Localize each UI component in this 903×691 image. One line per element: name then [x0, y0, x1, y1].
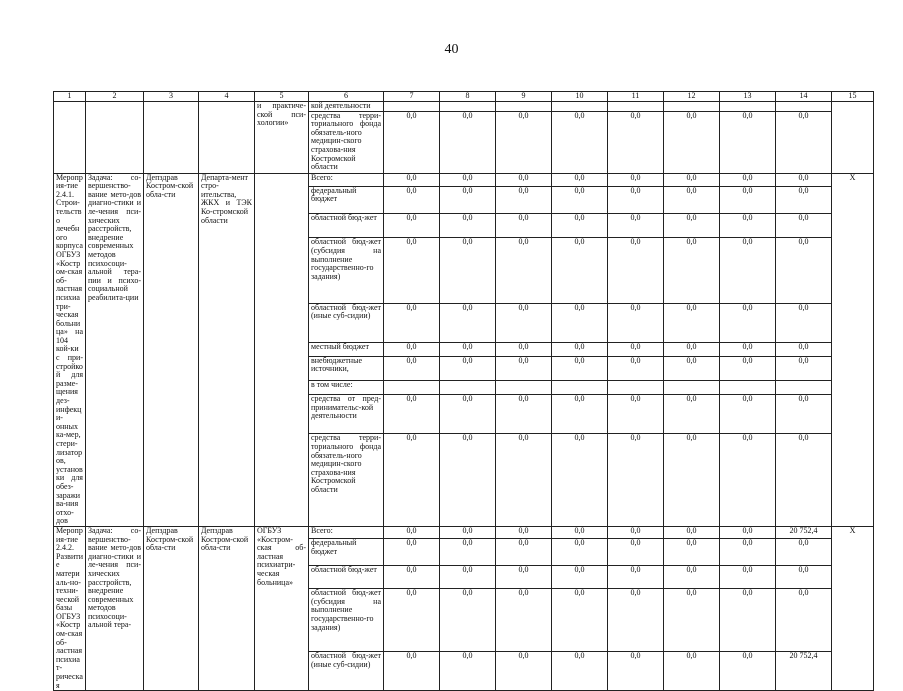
- value-cell-col-7: 0,0: [384, 651, 440, 690]
- funding-source-label: областной бюд-жет (субсидия на выполнение государственно-го задания): [309, 238, 384, 303]
- funding-source-label: средства от пред-принимательс-кой деятельности: [309, 394, 384, 433]
- funding-source-label: областной бюд-жет (иные суб-сидии): [309, 651, 384, 690]
- value-cell-col-10: 0,0: [552, 186, 608, 213]
- value-cell-col-8: 0,0: [440, 343, 496, 357]
- value-cell-col-12: 0,0: [664, 111, 720, 173]
- header-col-3: 3: [144, 92, 199, 102]
- value-cell-col-9: 0,0: [496, 238, 552, 303]
- value-cell-col-7: 0,0: [384, 589, 440, 652]
- value-cell-col-12: 0,0: [664, 238, 720, 303]
- value-cell-col-11: [608, 381, 664, 395]
- value-cell-col-8: [440, 102, 496, 112]
- value-cell-col-9: 0,0: [496, 565, 552, 589]
- value-cell-col-10: 0,0: [552, 213, 608, 237]
- value-cell-col-9: 0,0: [496, 343, 552, 357]
- value-cell-col-14: 0,0: [776, 565, 832, 589]
- value-cell-col-10: 0,0: [552, 589, 608, 652]
- value-cell-col-14: 20 752,4: [776, 526, 832, 539]
- value-cell-col-8: 0,0: [440, 303, 496, 342]
- value-cell-col-10: 0,0: [552, 651, 608, 690]
- value-cell-col-8: 0,0: [440, 213, 496, 237]
- value-cell-col-13: 0,0: [720, 238, 776, 303]
- s0-col15: [832, 102, 874, 174]
- funding-source-label: средства терри-ториального фонда обязатель-ного медицин-ского страхова-ния Костромской области: [309, 111, 384, 173]
- funding-source-label: кой деятельности: [309, 102, 384, 112]
- value-cell-col-13: 0,0: [720, 589, 776, 652]
- value-cell-col-9: 0,0: [496, 589, 552, 652]
- funding-source-label: областной бюд-жет (субсидия на выполнение государственно-го задания): [309, 589, 384, 652]
- value-cell-col-14: 0,0: [776, 213, 832, 237]
- value-cell-col-9: 0,0: [496, 539, 552, 565]
- value-cell-col-14: 20 752,4: [776, 651, 832, 690]
- value-cell-col-14: 0,0: [776, 394, 832, 433]
- value-cell-col-8: 0,0: [440, 651, 496, 690]
- s1-col1: Мероприя-тие 2.4.1. Строи-тельство лечебного корпуса ОГБУЗ «Костром-ская об-ластная психиатри-ческая больница» на 104 кой-ки с при-стройкой для разме-щения дез-инфекци-онных ка-мер, стери-лизаторов, установки для обез-заражива-ния отхо-дов: [54, 173, 86, 526]
- value-cell-col-11: 0,0: [608, 394, 664, 433]
- value-cell-col-8: 0,0: [440, 539, 496, 565]
- value-cell-col-7: [384, 102, 440, 112]
- value-cell-col-9: 0,0: [496, 526, 552, 539]
- value-cell-col-9: 0,0: [496, 186, 552, 213]
- value-cell-col-13: 0,0: [720, 303, 776, 342]
- value-cell-col-8: 0,0: [440, 589, 496, 652]
- value-cell-col-11: [608, 102, 664, 112]
- value-cell-col-11: 0,0: [608, 526, 664, 539]
- value-cell-col-13: 0,0: [720, 539, 776, 565]
- value-cell-col-13: 0,0: [720, 565, 776, 589]
- s1-col5: [255, 173, 309, 526]
- value-cell-col-12: 0,0: [664, 213, 720, 237]
- value-cell-col-7: 0,0: [384, 111, 440, 173]
- value-cell-col-12: [664, 102, 720, 112]
- value-cell-col-12: 0,0: [664, 539, 720, 565]
- s2-col1: Мероприя-тие 2.4.2. Развитие материаль-но-техни-ческой базы ОГБУЗ «Костром-ская об-ластная психиат-рическая: [54, 526, 86, 690]
- value-cell-col-14: 0,0: [776, 238, 832, 303]
- header-col-12: 12: [664, 92, 720, 102]
- s0-col4: [199, 102, 255, 174]
- value-cell-col-7: 0,0: [384, 526, 440, 539]
- header-col-15: 15: [832, 92, 874, 102]
- funding-source-label: областной бюд-жет: [309, 213, 384, 237]
- value-cell-col-7: 0,0: [384, 565, 440, 589]
- value-cell-col-10: [552, 102, 608, 112]
- value-cell-col-8: 0,0: [440, 434, 496, 527]
- value-cell-col-8: 0,0: [440, 565, 496, 589]
- value-cell-col-8: 0,0: [440, 238, 496, 303]
- s0-row: [54, 102, 874, 112]
- header-col-9: 9: [496, 92, 552, 102]
- value-cell-col-9: 0,0: [496, 213, 552, 237]
- value-cell-col-7: 0,0: [384, 186, 440, 213]
- value-cell-col-9: 0,0: [496, 651, 552, 690]
- value-cell-col-12: 0,0: [664, 526, 720, 539]
- funding-source-label: федеральный бюджет: [309, 539, 384, 565]
- funding-source-label: федеральный бюджет: [309, 186, 384, 213]
- header-col-5: 5: [255, 92, 309, 102]
- value-cell-col-10: 0,0: [552, 111, 608, 173]
- value-cell-col-9: 0,0: [496, 394, 552, 433]
- value-cell-col-11: 0,0: [608, 539, 664, 565]
- value-cell-col-7: 0,0: [384, 238, 440, 303]
- value-cell-col-7: 0,0: [384, 173, 440, 186]
- value-cell-col-10: 0,0: [552, 526, 608, 539]
- value-cell-col-11: 0,0: [608, 565, 664, 589]
- value-cell-col-7: 0,0: [384, 394, 440, 433]
- s1-col4: Департа-мент стро-ительства, ЖКХ и ТЭК Ко-стромской области: [199, 173, 255, 526]
- value-cell-col-12: 0,0: [664, 394, 720, 433]
- s0-col3: [144, 102, 199, 174]
- value-cell-col-14: 0,0: [776, 589, 832, 652]
- value-cell-col-10: 0,0: [552, 565, 608, 589]
- value-cell-col-13: [720, 102, 776, 112]
- value-cell-col-14: 0,0: [776, 111, 832, 173]
- value-cell-col-10: 0,0: [552, 343, 608, 357]
- s0-col2: [86, 102, 144, 174]
- value-cell-col-8: 0,0: [440, 173, 496, 186]
- header-col-1: 1: [54, 92, 86, 102]
- value-cell-col-14: 0,0: [776, 539, 832, 565]
- value-cell-col-14: 0,0: [776, 356, 832, 381]
- funding-source-label: областной бюд-жет: [309, 565, 384, 589]
- value-cell-col-14: 0,0: [776, 173, 832, 186]
- funding-source-label: Всего:: [309, 526, 384, 539]
- value-cell-col-12: 0,0: [664, 434, 720, 527]
- s0-col5: и практиче-ской пси-хологии»: [255, 102, 309, 174]
- header-col-14: 14: [776, 92, 832, 102]
- value-cell-col-11: 0,0: [608, 589, 664, 652]
- funding-source-label: Всего:: [309, 173, 384, 186]
- value-cell-col-11: 0,0: [608, 434, 664, 527]
- value-cell-col-11: 0,0: [608, 213, 664, 237]
- value-cell-col-7: 0,0: [384, 303, 440, 342]
- value-cell-col-14: 0,0: [776, 434, 832, 527]
- value-cell-col-9: 0,0: [496, 303, 552, 342]
- value-cell-col-13: 0,0: [720, 173, 776, 186]
- header-row: [54, 92, 874, 102]
- value-cell-col-8: [440, 381, 496, 395]
- value-cell-col-9: 0,0: [496, 111, 552, 173]
- s1-col3: Депздрав Костром-ской обла-сти: [144, 173, 199, 526]
- value-cell-col-11: 0,0: [608, 173, 664, 186]
- value-cell-col-12: 0,0: [664, 565, 720, 589]
- s2-col3: Депздрав Костром-ской обла-сти: [144, 526, 199, 690]
- value-cell-col-10: 0,0: [552, 434, 608, 527]
- header-col-8: 8: [440, 92, 496, 102]
- value-cell-col-12: 0,0: [664, 186, 720, 213]
- value-cell-col-11: 0,0: [608, 186, 664, 213]
- header-col-10: 10: [552, 92, 608, 102]
- funding-source-label: внебюджетные источники,: [309, 356, 384, 381]
- value-cell-col-11: 0,0: [608, 651, 664, 690]
- value-cell-col-13: 0,0: [720, 111, 776, 173]
- value-cell-col-7: [384, 381, 440, 395]
- value-cell-col-9: 0,0: [496, 434, 552, 527]
- value-cell-col-13: 0,0: [720, 651, 776, 690]
- header-col-7: 7: [384, 92, 440, 102]
- value-cell-col-7: 0,0: [384, 356, 440, 381]
- header-col-6: 6: [309, 92, 384, 102]
- value-cell-col-10: [552, 381, 608, 395]
- funding-source-label: местный бюджет: [309, 343, 384, 357]
- page-number: 40: [444, 42, 459, 57]
- value-cell-col-10: 0,0: [552, 303, 608, 342]
- value-cell-col-14: [776, 381, 832, 395]
- value-cell-col-11: 0,0: [608, 356, 664, 381]
- s2-col15: Х: [832, 526, 874, 690]
- value-cell-col-7: 0,0: [384, 213, 440, 237]
- value-cell-col-11: 0,0: [608, 111, 664, 173]
- value-cell-col-8: 0,0: [440, 394, 496, 433]
- value-cell-col-13: 0,0: [720, 213, 776, 237]
- s1-col15: Х: [832, 173, 874, 526]
- s2-col2: Задача: со-вершенство-вание мето-дов диагно-стики и ле-чения пси-хических расстройств, внедрение современных методов психосоци-альной тера-: [86, 526, 144, 690]
- value-cell-col-10: 0,0: [552, 173, 608, 186]
- value-cell-col-14: [776, 102, 832, 112]
- value-cell-col-12: 0,0: [664, 343, 720, 357]
- value-cell-col-8: 0,0: [440, 111, 496, 173]
- value-cell-col-13: 0,0: [720, 434, 776, 527]
- value-cell-col-12: 0,0: [664, 589, 720, 652]
- table-body: [54, 92, 874, 691]
- value-cell-col-14: 0,0: [776, 303, 832, 342]
- s2-col4: Депздрав Костром-ской обла-сти: [199, 526, 255, 690]
- value-cell-col-7: 0,0: [384, 434, 440, 527]
- value-cell-col-13: 0,0: [720, 356, 776, 381]
- header-col-2: 2: [86, 92, 144, 102]
- s1-col2: Задача: со-вершенство-вание мето-дов диагно-стики и ле-чения пси-хических расстройств, внедрение современных методов психосоци-альной тера-пии и психо-социальной реабилита-ции: [86, 173, 144, 526]
- value-cell-col-13: 0,0: [720, 186, 776, 213]
- value-cell-col-10: 0,0: [552, 394, 608, 433]
- value-cell-col-8: 0,0: [440, 186, 496, 213]
- value-cell-col-10: 0,0: [552, 238, 608, 303]
- value-cell-col-9: 0,0: [496, 356, 552, 381]
- s2-row: [54, 526, 874, 539]
- value-cell-col-10: 0,0: [552, 356, 608, 381]
- header-col-13: 13: [720, 92, 776, 102]
- value-cell-col-13: 0,0: [720, 526, 776, 539]
- value-cell-col-12: 0,0: [664, 356, 720, 381]
- value-cell-col-12: [664, 381, 720, 395]
- value-cell-col-13: 0,0: [720, 394, 776, 433]
- value-cell-col-9: 0,0: [496, 173, 552, 186]
- value-cell-col-11: 0,0: [608, 343, 664, 357]
- value-cell-col-10: 0,0: [552, 539, 608, 565]
- value-cell-col-12: 0,0: [664, 173, 720, 186]
- value-cell-col-11: 0,0: [608, 303, 664, 342]
- s0-col1: [54, 102, 86, 174]
- header-col-4: 4: [199, 92, 255, 102]
- value-cell-col-12: 0,0: [664, 303, 720, 342]
- value-cell-col-7: 0,0: [384, 539, 440, 565]
- value-cell-col-13: [720, 381, 776, 395]
- value-cell-col-7: 0,0: [384, 343, 440, 357]
- value-cell-col-13: 0,0: [720, 343, 776, 357]
- header-col-11: 11: [608, 92, 664, 102]
- value-cell-col-9: [496, 102, 552, 112]
- value-cell-col-12: 0,0: [664, 651, 720, 690]
- value-cell-col-8: 0,0: [440, 526, 496, 539]
- budget-table: [53, 91, 874, 691]
- s1-row: [54, 173, 874, 186]
- value-cell-col-14: 0,0: [776, 186, 832, 213]
- value-cell-col-9: [496, 381, 552, 395]
- funding-source-label: в том числе:: [309, 381, 384, 395]
- value-cell-col-11: 0,0: [608, 238, 664, 303]
- funding-source-label: областной бюд-жет (иные суб-сидии): [309, 303, 384, 342]
- value-cell-col-14: 0,0: [776, 343, 832, 357]
- funding-source-label: средства терри-ториального фонда обязатель-ного медицин-ского страхова-ния Костромской области: [309, 434, 384, 527]
- value-cell-col-8: 0,0: [440, 356, 496, 381]
- s2-col5: ОГБУЗ «Костром-ская об-ластная психиатри-ческая больница»: [255, 526, 309, 690]
